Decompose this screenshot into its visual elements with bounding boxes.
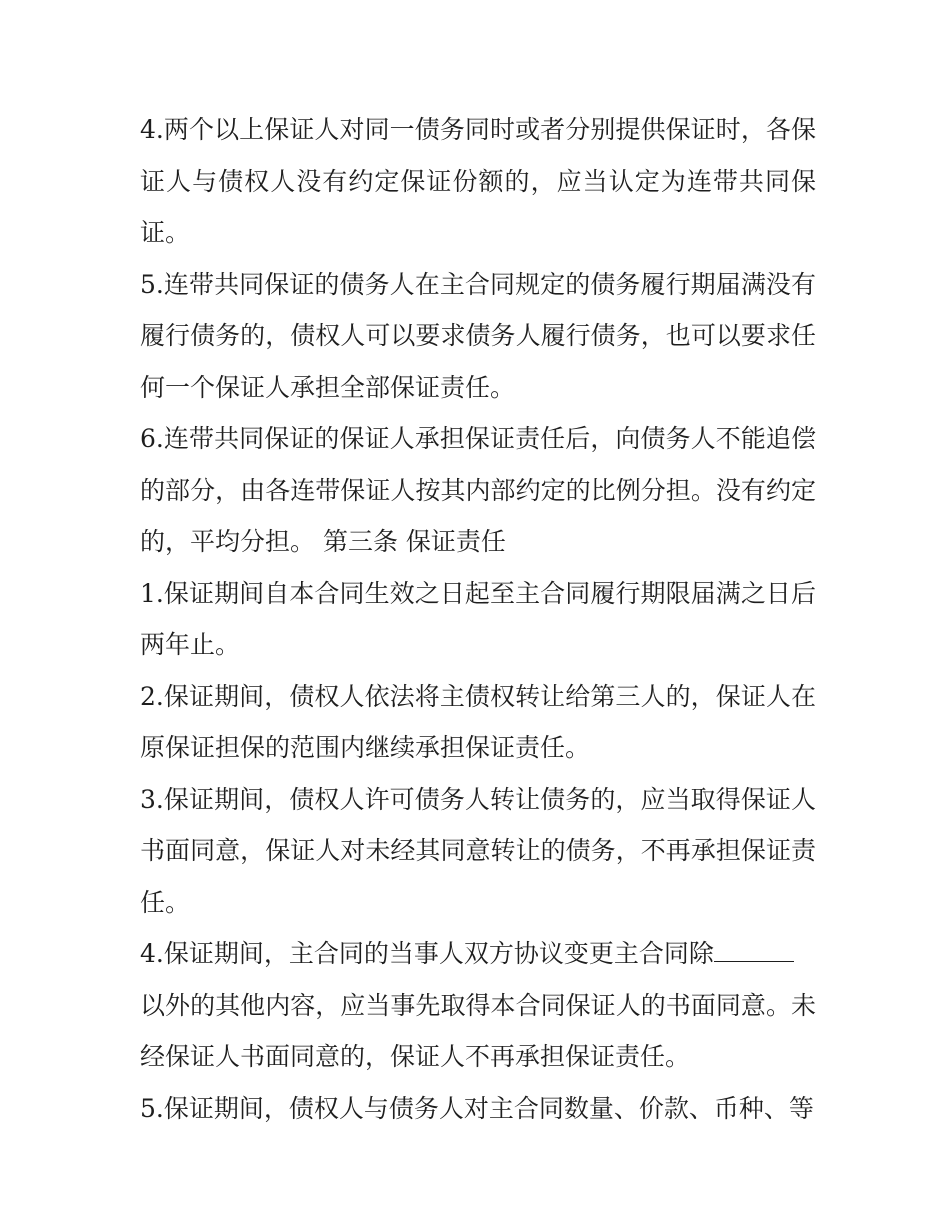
paragraph-contract-change-text: 4.保证期间，主合同的当事人双方协议变更主合同除 — [140, 939, 714, 968]
paragraph-debt-transfer: 3.保证期间，债权人许可债务人转让债务的，应当取得保证人书面同意，保证人对未经其同意转让的债务，不再承担保证责任。 — [140, 784, 816, 917]
paragraph-recourse-sharing: 6.连带共同保证的保证人承担保证责任后，向债务人不能追偿的部分，由各连带保证人按其内部约定的比例分担。没有约定的，平均分担。 第三条 保证责任 — [140, 424, 816, 556]
paragraph-guarantee-period: 1.保证期间自本合同生效之日起至主合同履行期限届满之日后两年止。 — [140, 578, 816, 659]
paragraph-contract-change-continued: 以外的其他内容，应当事先取得本合同保证人的书面同意。未经保证人书面同意的，保证人不再承担保证责任。 — [140, 990, 816, 1071]
document-body — [140, 104, 816, 1134]
paragraph-contract-terms: 5.保证期间，债权人与债务人对主合同数量、价款、币种、等 — [140, 1093, 814, 1123]
paragraph-contract-change-start — [140, 928, 816, 980]
fill-in-blank[interactable] — [714, 943, 794, 962]
paragraph-credit-transfer: 2.保证期间，债权人依法将主债权转让给第三人的，保证人在原保证担保的范围内继续承担保证责任。 — [140, 681, 816, 762]
paragraph-joint-guarantee-default: 5.连带共同保证的债务人在主合同规定的债务履行期届满没有履行债务的，债权人可以要求债务人履行债务，也可以要求任何一个保证人承担全部保证责任。 — [140, 269, 816, 402]
paragraph-joint-guarantee-rule: 4.两个以上保证人对同一债务同时或者分别提供保证时，各保证人与债权人没有约定保证份额的，应当认定为连带共同保证。 — [140, 115, 816, 247]
